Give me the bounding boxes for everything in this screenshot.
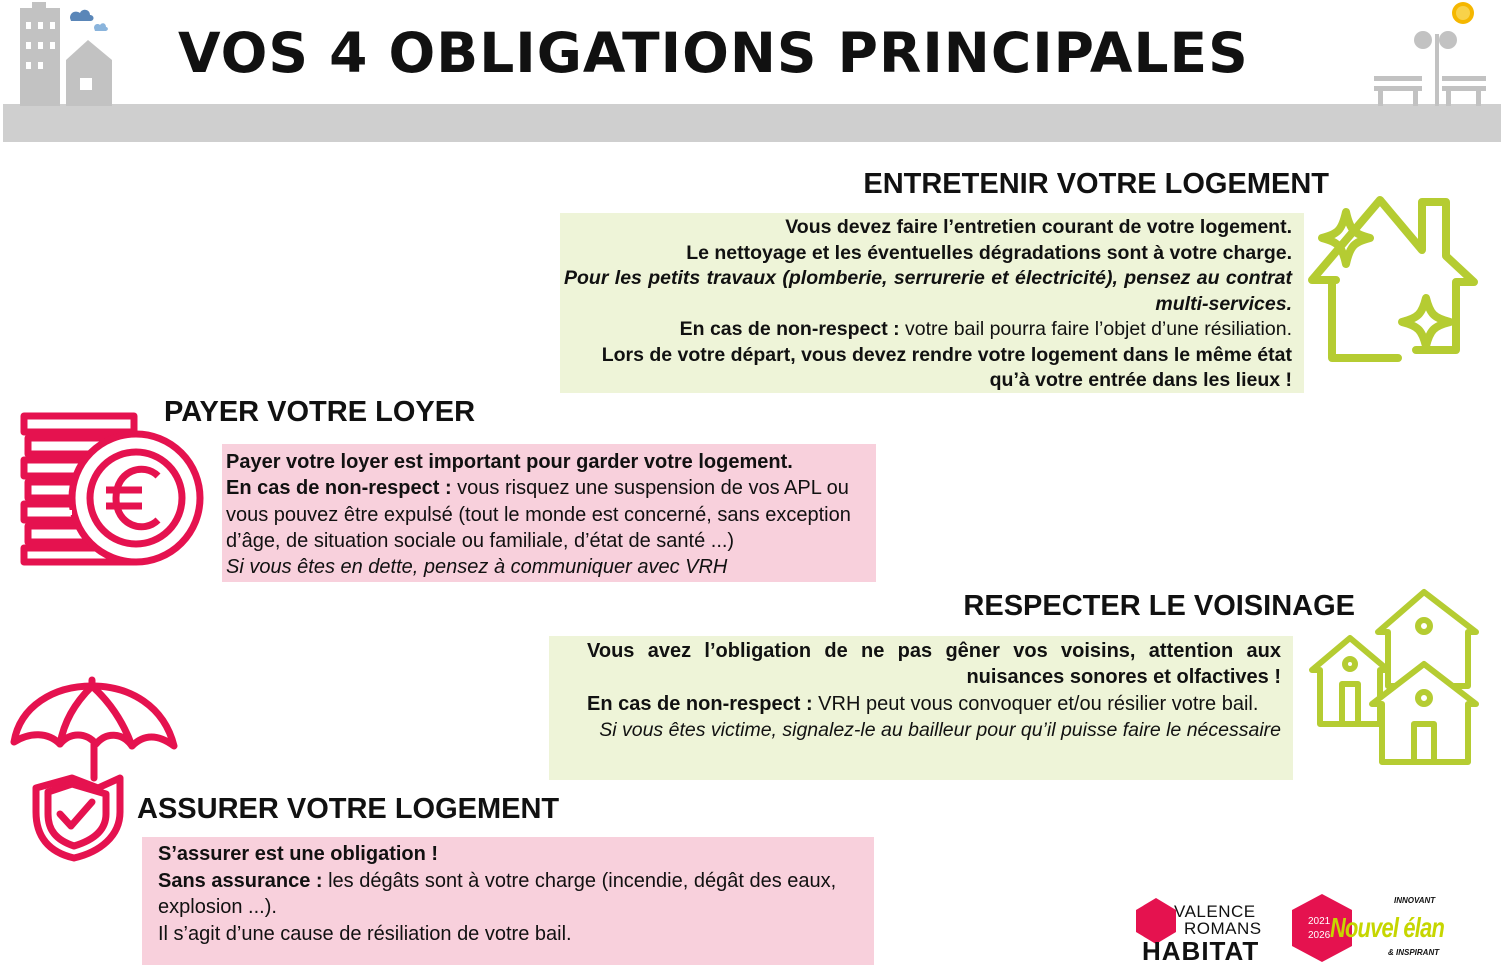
nouvel-elan-main-word: Nouvel élan bbox=[1330, 912, 1445, 943]
header-banner bbox=[3, 104, 1501, 142]
assurer-noinsurance-label: Sans assurance : bbox=[158, 869, 323, 892]
assurer-text-box bbox=[142, 837, 874, 965]
house-sparkle-icon bbox=[1306, 190, 1482, 366]
nouvel-elan-bottom-word: & INSPIRANT bbox=[1388, 948, 1440, 957]
voisinage-line-2 bbox=[587, 691, 1283, 717]
euro-coins-icon bbox=[18, 410, 208, 566]
payer-text-box bbox=[222, 444, 876, 582]
entretenir-noncompliance-label: En cas de non-respect : bbox=[679, 318, 900, 340]
voisinage-line-1: Vous avez l’obligation de ne pas gêner vos voisins, attention aux nuisances sonores et olfactives ! bbox=[587, 640, 1281, 689]
vrh-line-habitat: HABITAT bbox=[1142, 936, 1260, 966]
entretenir-line-3: Pour les petits travaux (plomberie, serrurerie et électricité), pensez au contrat multi-services. bbox=[564, 267, 1292, 315]
umbrella-shield-icon bbox=[8, 676, 180, 862]
entretenir-line-5: Lors de votre départ, vous devez rendre votre logement dans le même état qu’à votre entrée dans les lieux ! bbox=[601, 343, 1292, 391]
park-bench-sun-icon bbox=[1368, 0, 1493, 106]
page-title: VOS 4 OBLIGATIONS PRINCIPALES bbox=[178, 21, 1249, 85]
vrh-line-romans: ROMANS bbox=[1184, 919, 1262, 938]
entretenir-text-box bbox=[560, 213, 1304, 393]
nouvel-elan-year-start: 2021 bbox=[1308, 916, 1331, 927]
assurer-line-3: Il s’agit d’une cause de résiliation de votre bail. bbox=[158, 922, 572, 945]
section-title-payer: PAYER VOTRE LOYER bbox=[164, 396, 476, 428]
voisinage-noncompliance-text: VRH peut vous convoquer et/ou résilier votre bail. bbox=[812, 692, 1259, 715]
payer-line-1: Payer votre loyer est important pour garder votre logement. bbox=[226, 451, 793, 473]
section-title-entretenir: ENTRETENIR VOTRE LOGEMENT bbox=[863, 168, 1329, 200]
payer-line-2 bbox=[226, 475, 870, 554]
section-title-voisinage: RESPECTER LE VOISINAGE bbox=[963, 590, 1355, 622]
payer-noncompliance-text: vous risquez une suspension de vos APL ou vous pouvez être expulsé (tout le monde est concerné, sans exception d’âge, de situation sociale ou familiale, d’état de santé ...) bbox=[226, 477, 851, 552]
voisinage-noncompliance-label: En cas de non-respect : bbox=[587, 692, 813, 715]
nouvel-elan-year-end: 2026 bbox=[1308, 930, 1331, 941]
neighbourhood-houses-icon bbox=[1308, 586, 1482, 766]
vrh-line-valence: VALENCE bbox=[1174, 902, 1256, 921]
payer-noncompliance-label: En cas de non-respect : bbox=[226, 477, 452, 500]
entretenir-line-4 bbox=[564, 317, 1292, 343]
entretenir-line-2: Le nettoyage et les éventuelles dégradations sont à votre charge. bbox=[686, 241, 1292, 264]
assurer-line-2 bbox=[158, 868, 860, 921]
voisinage-text-box bbox=[549, 636, 1293, 780]
assurer-noinsurance-text: les dégâts sont à votre charge (incendie, dégât des eaux, explosion ...). bbox=[158, 869, 837, 918]
voisinage-line-3: Si vous êtes victime, signalez-le au bailleur pour qu’il puisse faire le nécessaire bbox=[599, 718, 1281, 741]
section-title-assurer: ASSURER VOTRE LOGEMENT bbox=[137, 793, 560, 825]
nouvel-elan-logo bbox=[1290, 892, 1455, 964]
entretenir-line-1: Vous devez faire l’entretien courant de votre logement. bbox=[785, 216, 1292, 238]
city-buildings-icon bbox=[10, 0, 120, 106]
nouvel-elan-top-word: INNOVANT bbox=[1394, 896, 1436, 905]
vrh-logo bbox=[1134, 892, 1274, 966]
entretenir-noncompliance-text: votre bail pourra faire l’objet d’une résiliation. bbox=[899, 318, 1292, 340]
payer-line-3: Si vous êtes en dette, pensez à communiquer avec VRH bbox=[226, 556, 728, 579]
assurer-line-1: S’assurer est une obligation ! bbox=[158, 843, 439, 865]
